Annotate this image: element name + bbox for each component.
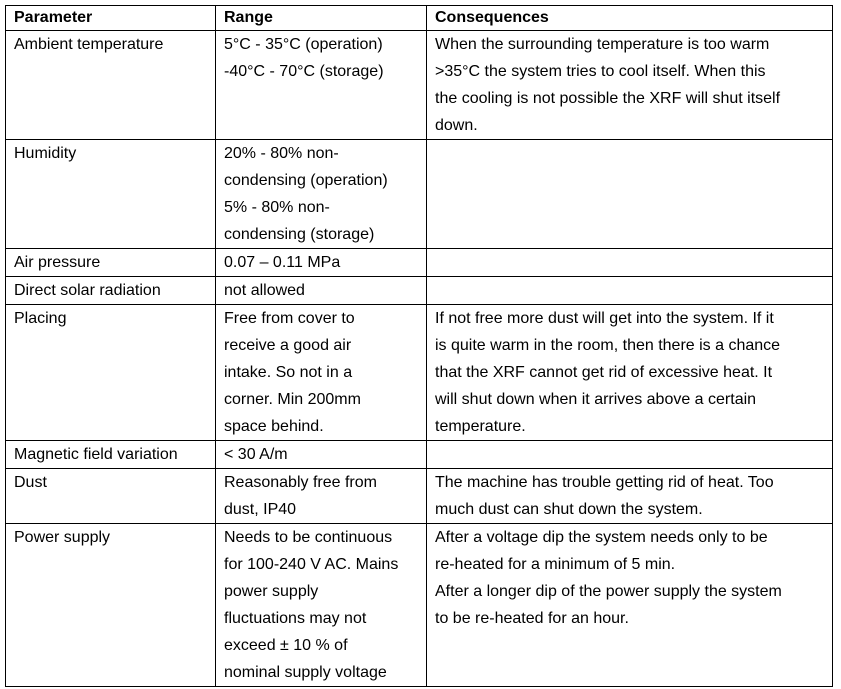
range-line: exceed ± 10 % of <box>224 637 348 654</box>
consequences-cell <box>427 469 833 524</box>
parameter-cell: Ambient temperature <box>6 31 216 140</box>
header-range: Range <box>216 6 427 31</box>
parameter-cell: Placing <box>6 305 216 441</box>
range-line: dust, IP40 <box>224 501 297 518</box>
range-line: not allowed <box>224 282 305 299</box>
header-parameter: Parameter <box>6 6 216 31</box>
consequences-cell <box>427 441 833 469</box>
consequences-line: When the surrounding temperature is too warm <box>435 36 770 53</box>
table-row <box>6 277 833 305</box>
range-cell <box>216 249 427 277</box>
consequences-line: to be re-heated for an hour. <box>435 610 629 627</box>
range-line: 0.07 – 0.11 MPa <box>224 254 341 271</box>
range-line: -40°C - 70°C (storage) <box>224 63 384 80</box>
range-line: 5% - 80% non- <box>224 199 330 216</box>
parameter-cell: Air pressure <box>6 249 216 277</box>
parameter-cell: Dust <box>6 469 216 524</box>
table-body <box>6 31 833 687</box>
table-row <box>6 524 833 687</box>
consequences-line: that the XRF cannot get rid of excessive heat. It <box>435 364 773 381</box>
range-cell <box>216 277 427 305</box>
range-line: Reasonably free from <box>224 474 377 491</box>
range-line: intake. So not in a <box>224 364 353 381</box>
consequences-line: will shut down when it arrives above a certain <box>435 391 757 408</box>
specification-table <box>5 5 833 687</box>
consequences-line: After a longer dip of the power supply the system <box>435 583 782 600</box>
consequences-line: much dust can shut down the system. <box>435 501 703 518</box>
parameter-cell: Power supply <box>6 524 216 687</box>
consequences-line: re-heated for a minimum of 5 min. <box>435 556 676 573</box>
table-row <box>6 249 833 277</box>
range-line: condensing (operation) <box>224 172 388 189</box>
consequences-cell <box>427 305 833 441</box>
consequences-cell <box>427 277 833 305</box>
range-line: space behind. <box>224 418 324 435</box>
consequences-cell <box>427 249 833 277</box>
range-cell <box>216 305 427 441</box>
consequences-line: >35°C the system tries to cool itself. When this <box>435 63 766 80</box>
table-row <box>6 31 833 140</box>
range-line: corner. Min 200mm <box>224 391 361 408</box>
consequences-line: is quite warm in the room, then there is a chance <box>435 337 781 354</box>
consequences-line: down. <box>435 117 478 134</box>
table-row <box>6 305 833 441</box>
range-cell <box>216 31 427 140</box>
range-line: Free from cover to <box>224 310 355 327</box>
range-cell <box>216 441 427 469</box>
range-line: 5°C - 35°C (operation) <box>224 36 383 53</box>
range-line: Needs to be continuous <box>224 529 393 546</box>
range-cell <box>216 469 427 524</box>
range-line: condensing (storage) <box>224 226 375 243</box>
consequences-line: If not free more dust will get into the system. If it <box>435 310 774 327</box>
consequences-line: the cooling is not possible the XRF will shut itself <box>435 90 781 107</box>
range-line: 20% - 80% non- <box>224 145 339 162</box>
range-cell <box>216 524 427 687</box>
range-cell <box>216 140 427 249</box>
consequences-line: The machine has trouble getting rid of heat. Too <box>435 474 774 491</box>
consequences-line: temperature. <box>435 418 526 435</box>
parameter-cell: Magnetic field variation <box>6 441 216 469</box>
parameter-cell: Humidity <box>6 140 216 249</box>
consequences-line: After a voltage dip the system needs only to be <box>435 529 768 546</box>
header-consequences: Consequences <box>427 6 833 31</box>
parameter-cell: Direct solar radiation <box>6 277 216 305</box>
table-row <box>6 469 833 524</box>
range-line: for 100-240 V AC. Mains <box>224 556 399 573</box>
range-line: nominal supply voltage <box>224 664 387 681</box>
consequences-cell <box>427 524 833 687</box>
table-row <box>6 140 833 249</box>
consequences-cell <box>427 31 833 140</box>
table-header-row <box>6 6 833 31</box>
range-line: power supply <box>224 583 319 600</box>
range-line: < 30 A/m <box>224 446 288 463</box>
range-line: receive a good air <box>224 337 352 354</box>
table-row <box>6 441 833 469</box>
range-line: fluctuations may not <box>224 610 367 627</box>
consequences-cell <box>427 140 833 249</box>
